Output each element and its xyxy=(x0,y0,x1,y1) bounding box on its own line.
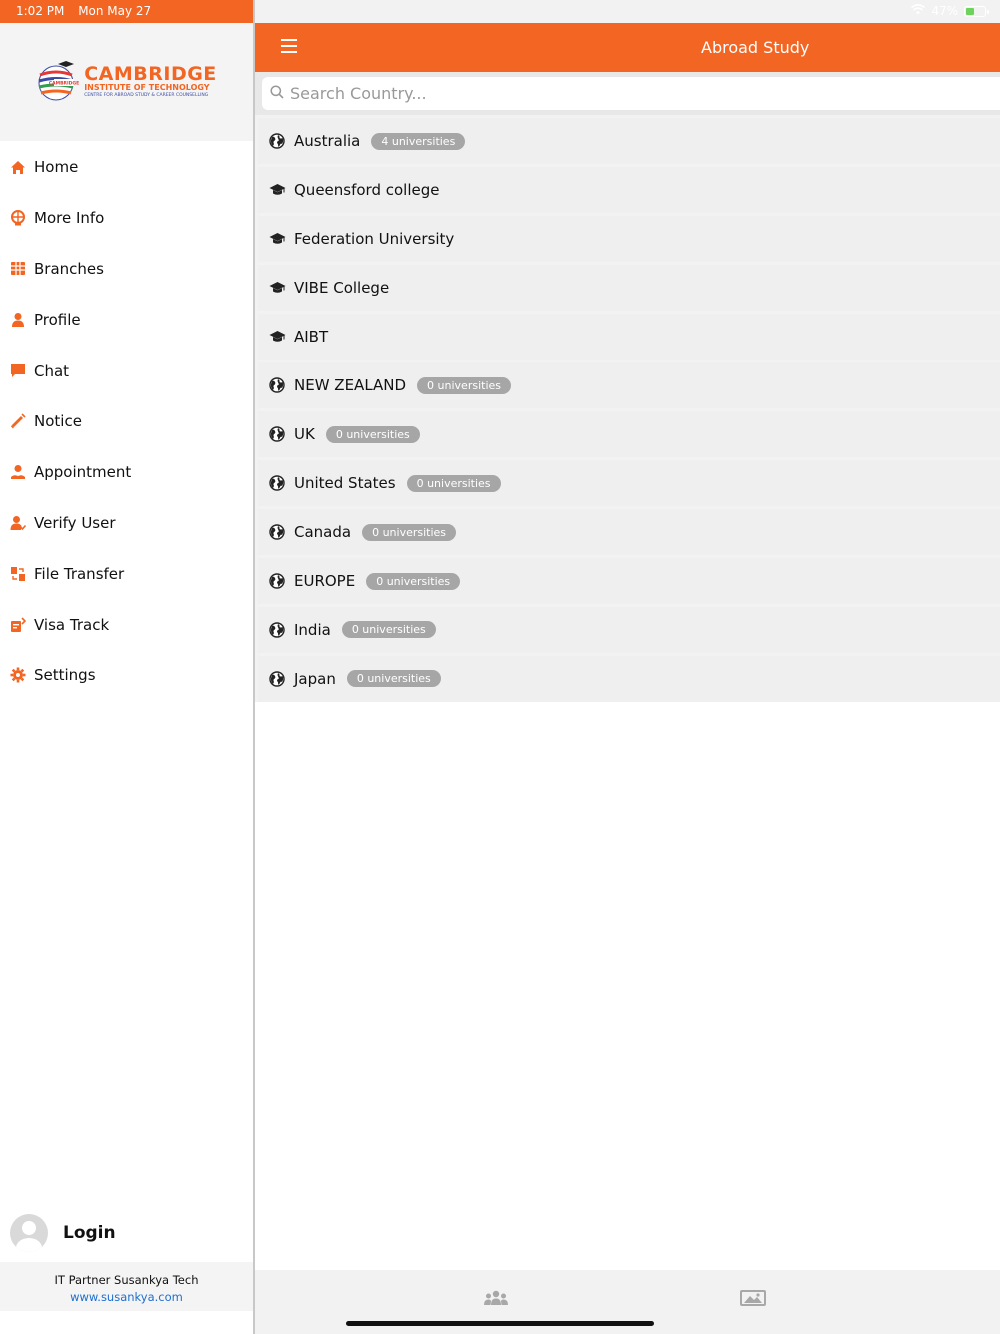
sidebar-item-label: Home xyxy=(34,158,79,177)
brand-subtitle: INSTITUTE OF TECHNOLOGY xyxy=(84,83,210,92)
list-item-name: India xyxy=(294,620,331,639)
universities-badge: 0 universities xyxy=(326,426,420,443)
universities-badge: 0 universities xyxy=(417,377,511,394)
sidebar-footer xyxy=(0,1262,253,1311)
sidebar-item-label: Visa Track xyxy=(34,615,110,634)
globe-icon xyxy=(268,621,286,639)
list-item-canada[interactable] xyxy=(258,509,1000,555)
sidebar-item-label: Notice xyxy=(34,412,82,431)
list-item-name: VIBE College xyxy=(294,278,390,297)
graduation-cap-icon xyxy=(268,181,286,199)
gallery-icon xyxy=(740,1289,766,1311)
avatar xyxy=(10,1214,48,1252)
megaphone-icon xyxy=(9,412,27,430)
appointment-icon xyxy=(9,463,27,481)
globe-icon xyxy=(268,523,286,541)
globe-icon xyxy=(268,572,286,590)
sidebar-item-file-transfer[interactable] xyxy=(0,548,253,599)
sidebar-item-label: Branches xyxy=(34,259,104,278)
status-bar-left xyxy=(0,0,253,23)
list-item-europe[interactable] xyxy=(258,558,1000,604)
status-bar-right xyxy=(911,0,986,23)
logo-area xyxy=(0,23,253,141)
list-item-aibt[interactable] xyxy=(258,314,1000,360)
search-icon xyxy=(270,84,284,103)
sidebar-item-appointment[interactable] xyxy=(0,447,253,498)
globe-icon xyxy=(268,132,286,150)
user-icon xyxy=(9,311,27,329)
sidebar-item-label: Verify User xyxy=(34,513,116,532)
sidebar-item-verify-user[interactable] xyxy=(0,498,253,549)
list-item-queensford-college[interactable] xyxy=(258,167,1000,213)
sidebar-item-chat[interactable] xyxy=(0,345,253,396)
universities-badge: 0 universities xyxy=(362,524,456,541)
login-button[interactable] xyxy=(0,1208,253,1258)
globe-icon xyxy=(268,425,286,443)
search-box xyxy=(262,77,1000,110)
list-item-name: Queensford college xyxy=(294,180,440,199)
list-item-vibe-college[interactable] xyxy=(258,265,1000,311)
tab-gallery[interactable] xyxy=(738,1288,768,1312)
list-item-name: Australia xyxy=(294,132,361,150)
list-item-federation-university[interactable] xyxy=(258,216,1000,262)
battery-fill xyxy=(966,8,974,15)
partner-name: Susankya Tech xyxy=(114,1273,199,1287)
universities-badge: 0 universities xyxy=(366,573,460,590)
file-transfer-icon xyxy=(9,565,27,583)
status-time: 1:02 PM xyxy=(16,4,65,18)
list-item-name: NEW ZEALAND xyxy=(294,376,407,395)
globe-icon xyxy=(268,670,286,688)
sidebar xyxy=(0,23,253,1334)
login-label: Login xyxy=(63,1223,116,1243)
sidebar-item-visa-track[interactable] xyxy=(0,599,253,650)
list-item-name: UK xyxy=(294,425,315,444)
brand-title: CAMBRIDGE xyxy=(84,63,217,85)
universities-badge: 0 universities xyxy=(407,475,501,492)
branches-icon xyxy=(9,260,27,278)
status-date: Mon May 27 xyxy=(78,4,152,18)
universities-badge: 0 universities xyxy=(347,670,441,687)
partner-link[interactable]: www.susankya.com xyxy=(70,1290,183,1304)
sidebar-item-label: File Transfer xyxy=(34,564,125,583)
sidebar-item-profile[interactable] xyxy=(0,294,253,345)
list-item-name: Japan xyxy=(294,669,336,688)
chat-icon xyxy=(9,362,27,380)
list-item-name: Federation University xyxy=(294,229,455,248)
page-title: Abroad Study xyxy=(701,38,810,57)
list-item-name: AIBT xyxy=(294,327,329,346)
list-item-india[interactable] xyxy=(258,607,1000,653)
sidebar-menu xyxy=(0,142,253,701)
partner-prefix: IT Partner xyxy=(54,1273,111,1287)
content-area xyxy=(255,702,1000,1270)
sidebar-item-settings[interactable] xyxy=(0,650,253,701)
list-item-uk[interactable] xyxy=(258,411,1000,457)
svg-text:CAMBRIDGE: CAMBRIDGE xyxy=(49,81,80,87)
list-item-name: EUROPE xyxy=(294,572,356,591)
universities-badge: 4 universities xyxy=(371,133,465,150)
sidebar-item-label: More Info xyxy=(34,209,105,228)
tab-community[interactable] xyxy=(481,1288,511,1312)
wifi-icon xyxy=(911,0,925,23)
graduation-cap-icon xyxy=(268,230,286,248)
sidebar-item-branches[interactable] xyxy=(0,244,253,295)
list-item-united-states[interactable] xyxy=(258,460,1000,506)
verify-user-icon xyxy=(9,514,27,532)
sidebar-item-label: Profile xyxy=(34,310,81,329)
list-item-japan[interactable] xyxy=(258,656,1000,702)
list-item-name: Canada xyxy=(294,523,352,542)
people-icon xyxy=(483,1290,509,1310)
globe-icon xyxy=(268,474,286,492)
list-item-new-zealand[interactable] xyxy=(258,362,1000,408)
graduation-cap-icon xyxy=(268,328,286,346)
list-item-australia[interactable] xyxy=(258,118,1000,164)
list-item-name: United States xyxy=(294,474,396,493)
globe-icon xyxy=(268,376,286,394)
sidebar-item-more-info[interactable] xyxy=(0,193,253,244)
visa-icon xyxy=(9,616,27,634)
home-indicator xyxy=(346,1321,654,1326)
home-icon xyxy=(9,158,27,176)
brand-logo xyxy=(36,61,217,103)
graduation-cap-icon xyxy=(268,279,286,297)
sidebar-item-notice[interactable] xyxy=(0,396,253,447)
partner-line xyxy=(0,1273,253,1287)
battery-icon xyxy=(964,6,986,17)
sidebar-item-label: Appointment xyxy=(34,463,132,482)
globe-info-icon xyxy=(9,209,27,227)
search-input[interactable] xyxy=(290,84,940,103)
universities-badge: 0 universities xyxy=(342,621,436,638)
globe-logo-icon xyxy=(36,61,80,103)
sidebar-item-label: Chat xyxy=(34,361,70,380)
sidebar-item-label: Settings xyxy=(34,666,96,685)
app-header xyxy=(255,23,1000,72)
gear-icon xyxy=(9,666,27,684)
battery-percent: 47% xyxy=(931,4,958,18)
sidebar-item-home[interactable] xyxy=(0,142,253,193)
search-bar xyxy=(255,72,1000,115)
brand-tagline: CENTRE FOR ABROAD STUDY & CAREER COUNSELLING xyxy=(84,93,209,98)
country-list xyxy=(258,118,1000,705)
